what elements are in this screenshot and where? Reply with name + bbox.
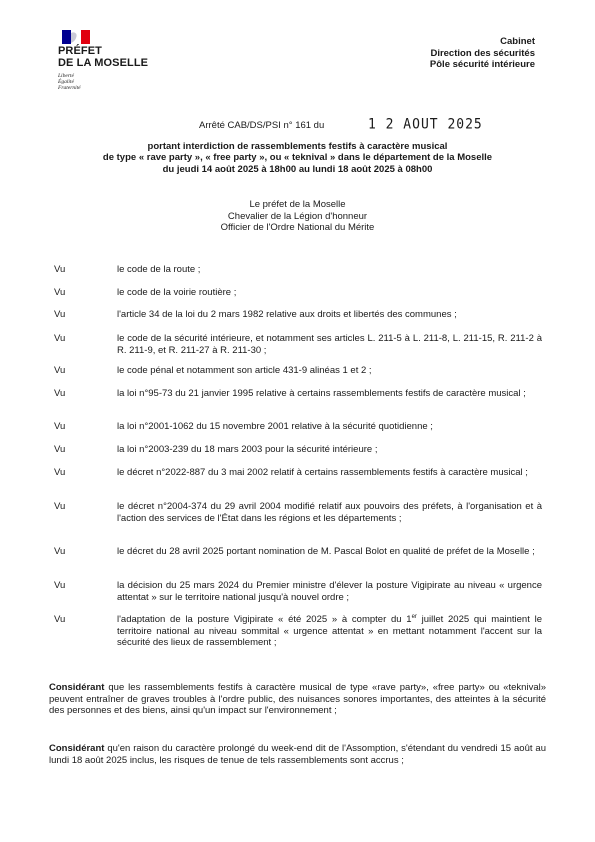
signatory-honour-2: Officier de l'Ordre National du Mérite	[220, 222, 375, 233]
vu-label: Vu	[54, 501, 66, 512]
object-line-2: de type « rave party », « free party », ou « teknival » dans le département de la Moselle	[102, 152, 493, 164]
vu-label: Vu	[54, 614, 66, 625]
considerant-label: Considérant	[49, 682, 105, 693]
vu-text: l'article 34 de la loi du 2 mars 1982 relative aux droits et libertés des communes ;	[117, 309, 457, 320]
vu-text: la loi n°95-73 du 21 janvier 1995 relative à certains rassemblements festifs de caractère musical ;	[117, 388, 526, 399]
motto-fraternite: Fraternité	[58, 85, 81, 91]
vu-label: Vu	[54, 421, 66, 432]
ordinal-superscript: er	[411, 613, 417, 620]
arrete-object	[0, 141, 595, 175]
considerant-label: Considérant	[49, 743, 105, 754]
marianne-flag-icon	[62, 30, 90, 44]
vu-text: le code pénal et notamment son article 431-9 alinéas 1 et 2 ;	[117, 365, 372, 376]
republic-motto	[58, 73, 81, 91]
vu-text: le code de la sécurité intérieure, et notamment ses articles L. 211-5 à L. 211-8, L. 211-15, R. 211-2 à R. 211-9, et R. 211-27 à R. 211-30 ;	[117, 333, 542, 356]
service-cabinet: Cabinet	[500, 36, 535, 47]
service-direction: Direction des sécurités	[430, 47, 535, 59]
vu-text-start: l'adaptation de la posture Vigipirate « été 2025 » à compter du 1	[117, 614, 412, 625]
motto-egalite: Égalité	[58, 79, 74, 85]
vu-label: Vu	[54, 388, 66, 399]
vu-label: Vu	[54, 333, 66, 344]
vu-label: Vu	[54, 264, 66, 275]
vu-label: Vu	[54, 546, 66, 557]
service-pole: Pôle sécurité intérieure	[429, 59, 535, 70]
vu-label: Vu	[54, 467, 66, 478]
signatory-title: Le préfet de la Moselle	[249, 199, 346, 210]
vu-text: le décret du 28 avril 2025 portant nomination de M. Pascal Bolot en qualité de préfet de la Moselle ;	[117, 546, 535, 557]
vu-label: Vu	[54, 287, 66, 298]
object-line-3: du jeudi 14 août 2025 à 18h00 au lundi 18 août 2025 à 08h00	[162, 163, 433, 175]
object-line-1: portant interdiction de rassemblements festifs à caractère musical	[147, 141, 448, 152]
prefet-title-line2: DE LA MOSELLE	[58, 57, 149, 69]
vu-text	[117, 614, 542, 649]
prefecture-name	[58, 45, 148, 69]
vu-text: le code de la route ;	[117, 264, 201, 275]
arrete-number: Arrêté CAB/DS/PSI n° 161 du	[199, 120, 325, 131]
considerant-paragraph	[49, 743, 546, 766]
vu-text: le code de la voirie routière ;	[117, 287, 237, 298]
vu-text: la loi n°2001-1062 du 15 novembre 2001 relative à la sécurité quotidienne ;	[117, 421, 433, 432]
prefet-title-line1: PRÉFET	[58, 45, 102, 57]
date-stamp: 1 2 AOUT 2025	[368, 116, 483, 133]
considerant-paragraph	[49, 682, 546, 717]
issuing-service	[430, 36, 535, 71]
vu-label: Vu	[54, 309, 66, 320]
signatory-honour-1: Chevalier de la Légion d'honneur	[227, 210, 368, 222]
vu-text-end: juillet 2025 qui maintient le territoire national au niveau sommital « urgence attentat » en mettant notamment l'accent sur la sécurité des lieux de rassemblement ;	[117, 614, 542, 648]
signatory-block	[0, 199, 595, 234]
motto-liberte: Liberté	[58, 73, 74, 79]
republique-francaise-logo	[62, 30, 90, 44]
vu-text: la loi n°2003-239 du 18 mars 2003 pour la sécurité intérieure ;	[117, 444, 378, 455]
vu-label: Vu	[54, 365, 66, 376]
vu-text: le décret n°2004-374 du 29 avril 2004 modifié relatif aux pouvoirs des préfets, à l'organisation et à l'action des services de l'État dans les régions et les départements ;	[117, 501, 542, 524]
considerant-text: qu'en raison du caractère prolongé du week-end dit de l'Assomption, s'étendant du vendredi 15 août au lundi 18 août 2025 inclus, les risques de tenue de tels rassemblements sont accrus ;	[49, 743, 546, 766]
vu-label: Vu	[54, 580, 66, 591]
vu-text: le décret n°2022-887 du 3 mai 2002 relatif à certains rassemblements festifs à caractère musical ;	[117, 467, 528, 478]
considerant-text: que les rassemblements festifs à caractère musical de type «rave party», «free party» ou «teknival» peuvent entraîner de graves troubles à l'ordre public, des nuisances sonores importantes, des atteintes à la sécurité des personnes et des biens, ainsi qu'un impact sur l'environnement ;	[49, 682, 546, 716]
vu-label: Vu	[54, 444, 66, 455]
vu-text: la décision du 25 mars 2024 du Premier ministre d'élever la posture Vigipirate au niveau « urgence attentat » sur le territoire national jusqu'à nouvel ordre ;	[117, 580, 542, 603]
